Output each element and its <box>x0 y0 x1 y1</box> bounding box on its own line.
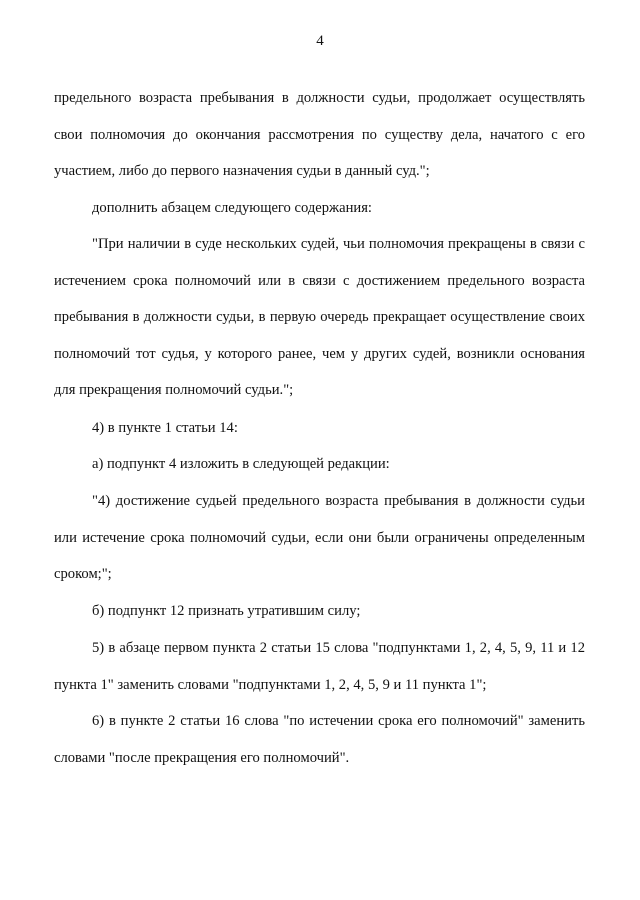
paragraph-3: "При наличии в суде нескольких судей, чьи полномочия прекращены в связи с истечением срока полномочий или в связи с достижением предельного возраста пребывания в должности судьи, в первую очередь прекращает осуществление своих полномочий тот судья, у которого ранее, чем у других судей, возникли основания для прекращения полномочий судьи."; <box>54 236 585 399</box>
paragraph-9: 6) в пункте 2 статьи 16 слова "по истечении срока его полномочий" заменить словами "после прекращения его полномочий". <box>54 713 585 766</box>
paragraph-7: б) подпункт 12 признать утратившим силу; <box>92 603 361 619</box>
paragraph-6: "4) достижение судьей предельного возраста пребывания в должности судьи или истечение срока полномочий судьи, если они были ограничены определенным сроком;"; <box>54 493 585 583</box>
paragraph-2: дополнить абзацем следующего содержания: <box>92 200 372 216</box>
paragraph-4: 4) в пункте 1 статьи 14: <box>92 420 238 436</box>
paragraph-1: предельного возраста пребывания в должности судьи, продолжает осуществлять свои полномочия до окончания рассмотрения по существу дела, начатого с его участием, либо до первого назначения судьи в данный суд."; <box>54 90 585 180</box>
paragraph-5: а) подпункт 4 изложить в следующей редакции: <box>92 456 390 472</box>
paragraph-8: 5) в абзаце первом пункта 2 статьи 15 слова "подпунктами 1, 2, 4, 5, 9, 11 и 12 пункта 1" заменить словами "подпунктами 1, 2, 4, 5, 9 и 11 пункта 1"; <box>54 640 585 693</box>
page-number: 4 <box>316 33 324 49</box>
